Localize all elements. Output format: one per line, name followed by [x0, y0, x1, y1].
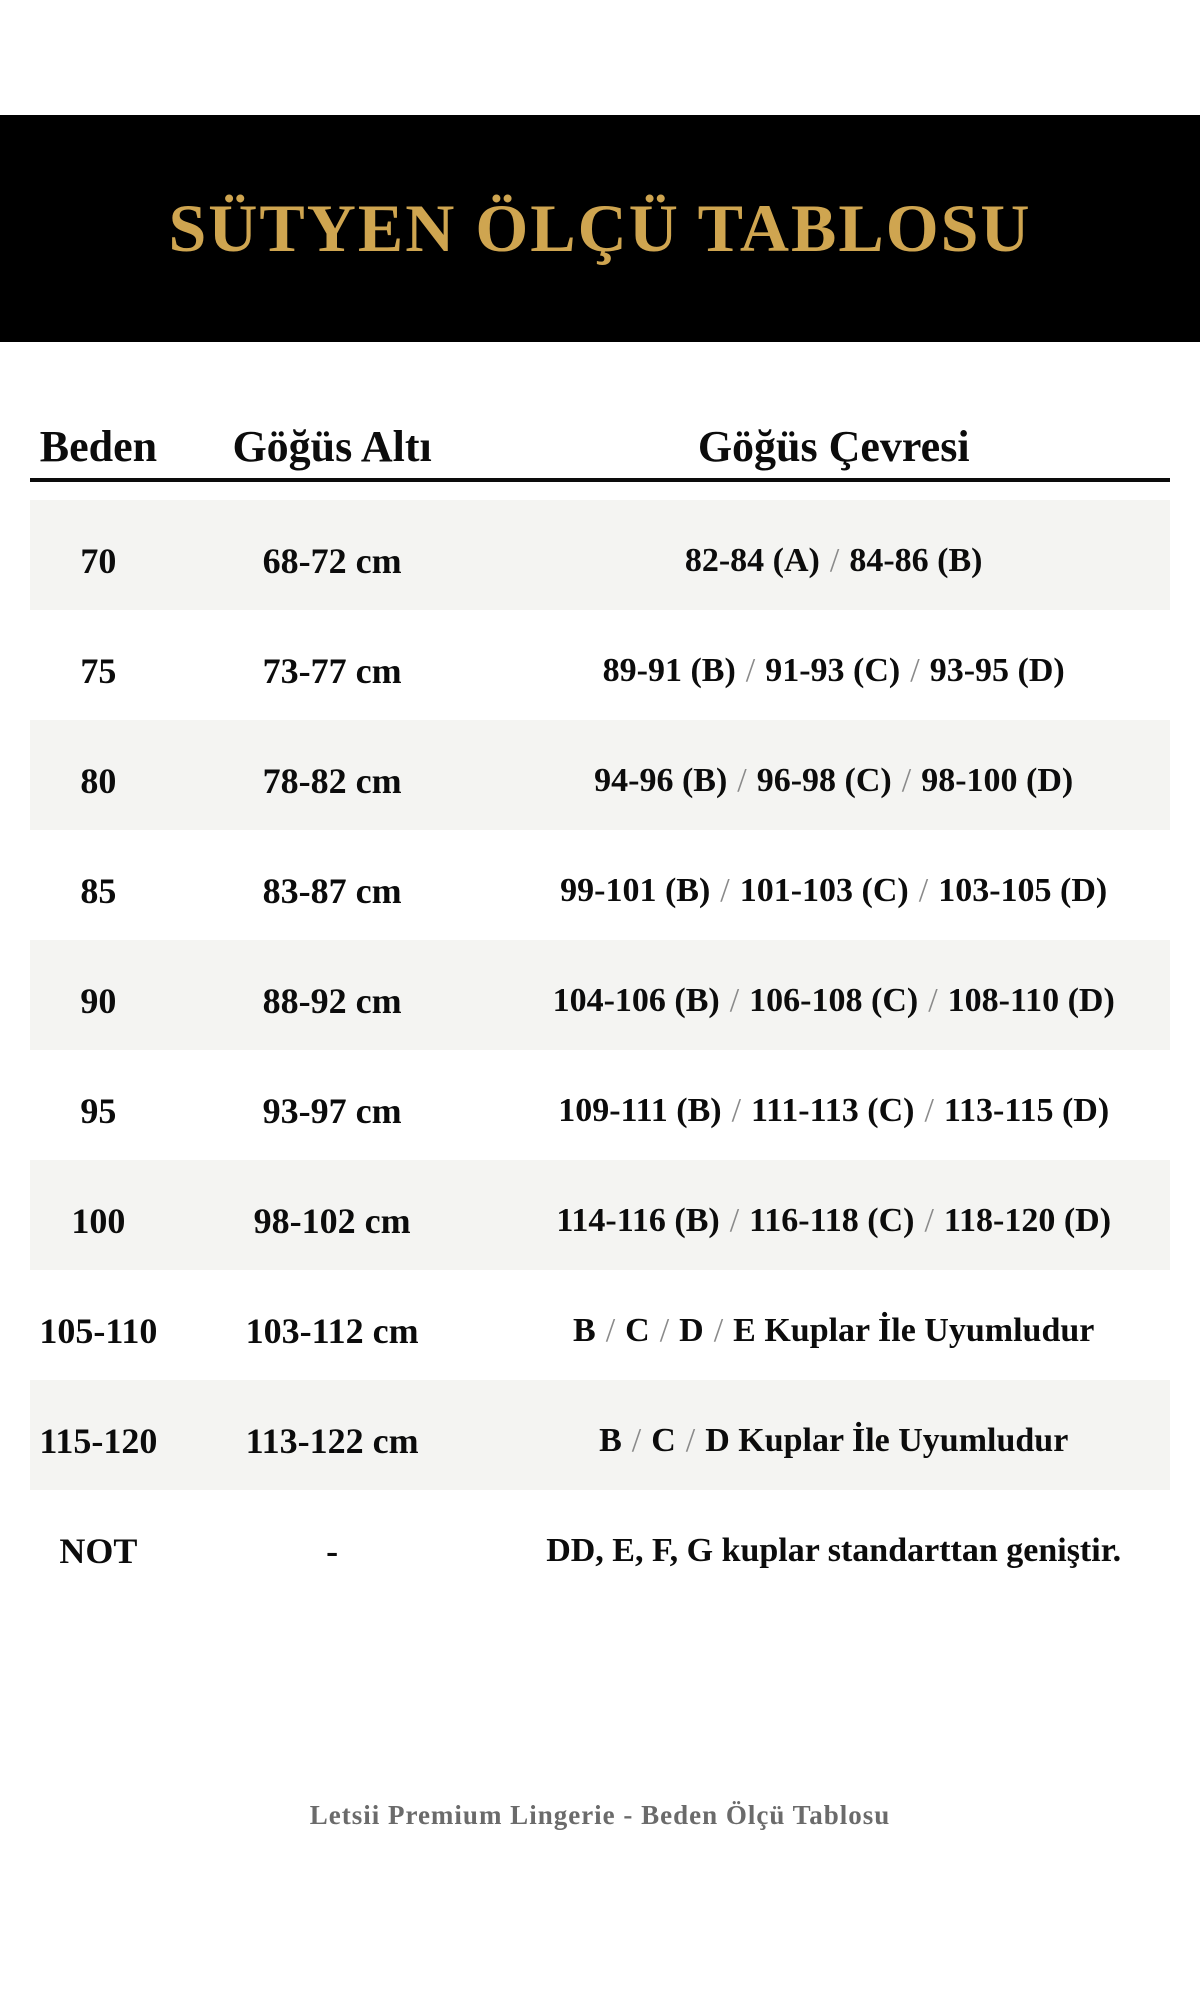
slash-separator: / [731, 1092, 742, 1129]
cell-beden: 70 [80, 541, 117, 581]
slash-separator: / [924, 1092, 934, 1129]
cell-gogus-alti: 78-82 cm [262, 761, 402, 801]
cell-beden: 105-110 [39, 1311, 158, 1351]
size-table [30, 408, 1170, 1600]
cell-gogus-alti: 98-102 cm [253, 1201, 411, 1241]
cell-gogus-alti: 88-92 cm [262, 981, 402, 1021]
title-banner [0, 115, 1200, 342]
slash-separator: / [829, 542, 840, 579]
table-body [30, 500, 1170, 1600]
table-row [30, 1380, 1170, 1490]
slash-separator: / [737, 762, 747, 799]
cell-gogus-cevresi: 99-101 (B) / 101-103 (C) / 103-105 (D) [560, 872, 1108, 909]
slash-separator: / [918, 872, 929, 909]
slash-separator: / [928, 982, 938, 1019]
slash-separator: / [685, 1422, 696, 1459]
table-row [30, 1490, 1170, 1600]
header-divider-line [30, 478, 1170, 482]
cell-beden: 115-120 [39, 1421, 158, 1461]
table-row [30, 500, 1170, 610]
cell-gogus-cevresi: 104-106 (B) / 106-108 (C) / 108-110 (D) [552, 982, 1115, 1019]
table-row [30, 720, 1170, 830]
cell-gogus-cevresi: 89-91 (B) / 91-93 (C) / 93-95 (D) [602, 652, 1065, 689]
slash-separator: / [924, 1202, 934, 1239]
cell-beden: 100 [71, 1201, 126, 1241]
cell-gogus-alti: - [326, 1531, 339, 1571]
cell-gogus-alti: 93-97 cm [262, 1091, 402, 1131]
slash-separator: / [745, 652, 756, 689]
table-row [30, 940, 1170, 1050]
slash-separator: / [729, 982, 740, 1019]
cell-gogus-cevresi: B / C / D Kuplar İle Uyumludur [599, 1422, 1069, 1459]
page-title: SÜTYEN ÖLÇÜ TABLOSU [168, 190, 1032, 266]
cell-beden: 90 [80, 981, 117, 1021]
cell-gogus-alti: 103-112 cm [245, 1311, 419, 1351]
cell-beden: 95 [80, 1091, 117, 1131]
slash-separator: / [631, 1422, 642, 1459]
cell-gogus-alti: 73-77 cm [262, 651, 402, 691]
cell-gogus-alti: 83-87 cm [262, 871, 402, 911]
cell-gogus-cevresi: 109-111 (B) / 111-113 (C) / 113-115 (D) [558, 1092, 1110, 1129]
table-header-row [30, 408, 1170, 470]
cell-gogus-alti: 113-122 cm [245, 1421, 419, 1461]
cell-beden: NOT [59, 1531, 138, 1571]
slash-separator: / [910, 652, 920, 689]
footer-brand-text: Letsii Premium Lingerie - Beden Ölçü Tablosu [309, 1800, 891, 1830]
cell-gogus-cevresi: DD, E, F, G kuplar standarttan geniştir. [546, 1532, 1122, 1569]
table-row [30, 830, 1170, 940]
slash-separator: / [659, 1312, 670, 1349]
table-row [30, 1270, 1170, 1380]
slash-separator: / [901, 762, 912, 799]
header-gogus-alti: Göğüs Altı [232, 421, 432, 471]
slash-separator: / [713, 1312, 724, 1349]
cell-gogus-cevresi: B / C / D / E Kuplar İle Uyumludur [573, 1312, 1095, 1349]
cell-gogus-alti: 68-72 cm [262, 541, 402, 581]
header-gogus-cevresi: Göğüs Çevresi [697, 421, 970, 471]
table-row [30, 610, 1170, 720]
slash-separator: / [720, 872, 730, 909]
cell-gogus-cevresi: 94-96 (B) / 96-98 (C) / 98-100 (D) [594, 762, 1074, 799]
slash-separator: / [605, 1312, 616, 1349]
table-row [30, 1050, 1170, 1160]
cell-gogus-cevresi: 114-116 (B) / 116-118 (C) / 118-120 (D) [556, 1202, 1112, 1239]
table-row [30, 1160, 1170, 1270]
cell-beden: 80 [80, 761, 117, 801]
cell-beden: 75 [80, 651, 117, 691]
cell-gogus-cevresi: 82-84 (A) / 84-86 (B) [684, 542, 983, 579]
header-beden: Beden [39, 421, 158, 471]
cell-beden: 85 [80, 871, 117, 911]
slash-separator: / [729, 1202, 740, 1239]
